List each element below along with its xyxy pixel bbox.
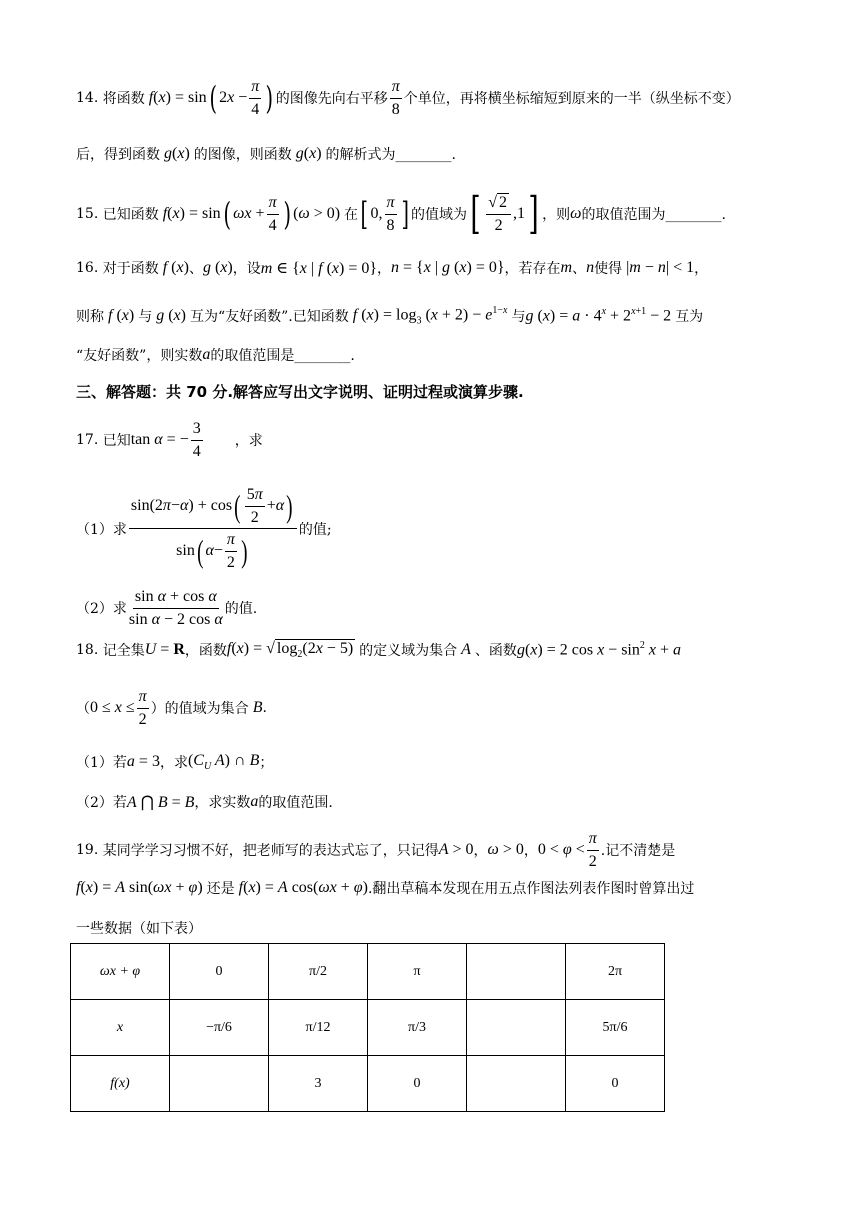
q14-line2 (76, 144, 456, 164)
q16-text-8: ， (694, 261, 709, 277)
q18-text-6: ）的值域为集合 (150, 701, 249, 718)
q16-g1: g (x) (202, 259, 233, 276)
q15-paren-left: ( (223, 195, 231, 233)
q18-CuA: ($C_U$ A) ∩ B (187, 752, 260, 773)
q19-pi2: $\frac{\pi}{2}$ (588, 830, 597, 870)
q17-p1-end: 的值; (298, 521, 332, 538)
table-cell: π/2 (269, 944, 368, 1000)
q15-text-1: 已知函数 (102, 207, 159, 223)
q19-cos-form: f(x) = A cos(ωx + φ) (238, 879, 368, 896)
table-cell (467, 1000, 566, 1056)
q17-tan: tan α = − (130, 431, 189, 449)
q16-text-1: 对于函数 (102, 261, 159, 277)
section-3-heading: 三、解答题：共 70 分.解答应写出文字说明、证明过程或演算步骤. (76, 383, 524, 401)
q18-domain: 0 ≤ x ≤ (90, 699, 135, 717)
q17-p2-end: 的值. (224, 601, 258, 618)
q18-text-4: 、函数 (474, 643, 517, 660)
q18-f: f(x) = √ $\log_2(2x - 5)$ (226, 640, 354, 661)
q16-f2: f (x) (108, 306, 139, 324)
q15-bracket-right: ] (401, 195, 409, 233)
q14-text-2: 的图像先向右平移 (275, 91, 388, 108)
q15-interval: 0, (370, 205, 383, 222)
q18-text-1: 记全集 (102, 643, 145, 660)
q16-text-4: ， (377, 261, 392, 277)
q17-p2-label: （2）求 (76, 601, 127, 618)
q15-bracket-left: [ (360, 195, 369, 233)
table-cell: ωx + φ (71, 944, 170, 1000)
q18-U: U = R (144, 641, 185, 659)
q15-pi8: $\frac{\pi}{8}$ (386, 193, 395, 234)
q16-text-2: 、 (188, 261, 203, 277)
q16-n: n (586, 259, 595, 276)
q17-number: 17. (76, 432, 99, 449)
q15-text-2: 在 (344, 207, 359, 223)
q19-line1 (76, 830, 675, 870)
q16-set-m: m ∈ {x | f (x) = 0} (260, 260, 378, 277)
q19-text-5: 还是 (206, 881, 235, 897)
q16-m: m (560, 259, 573, 276)
q17-34: $\frac{3}{4}$ (192, 420, 201, 460)
q17-text-2: ，求 (234, 433, 263, 450)
q18-line1 (76, 640, 681, 660)
table-cell: 0 (566, 1056, 665, 1112)
q18-number: 18. (76, 642, 99, 659)
q14-text-3: 个单位，再将横坐标缩短到原来的一半（纵坐标不变） (403, 91, 740, 108)
q14-pi4: $\frac{\pi}{4}$ (251, 78, 260, 118)
q17-line (76, 420, 263, 460)
q18-p2-end: 的取值范围. (258, 795, 333, 811)
q17-p1-expr: sin(2 π − α ) + cos ( $\frac{5\pi}{2}$ + α ) sin ( α − $\frac{\pi}{2}$ ) (129, 486, 297, 571)
q18-AB: A ⋂ B = B (126, 794, 195, 811)
q14-paren-right: ) (265, 79, 274, 118)
table-cell: 0 (368, 1056, 467, 1112)
q14-text-5: 的图像，则函数 (193, 147, 292, 163)
q16-text-3: ，设 (232, 261, 261, 277)
q15-text-5: 的取值范围为________. (581, 207, 726, 223)
table-cell (467, 944, 566, 1000)
q15-sqrt2-2: $\frac{√ 2}{2}$ (486, 194, 511, 234)
q15-cond: (ω > 0) (293, 205, 345, 222)
table-cell: 0 (170, 944, 269, 1000)
q14-text-4: 后，得到函数 (76, 147, 160, 163)
table-cell: 2π (566, 944, 665, 1000)
q16-f-def: f $(x) = \log_3 (x + 2) - e^{1-x}$ (352, 305, 508, 327)
q18-part2 (76, 792, 333, 812)
q16-a: a (202, 346, 211, 363)
table-cell: x (71, 1000, 170, 1056)
table-cell: −π/6 (170, 1000, 269, 1056)
q16-text-9: 则称 (76, 308, 104, 325)
q18-p2-label: （2）若 (76, 795, 127, 811)
q18-line2: （ 0 ≤ x ≤ $\frac{\pi}{2}$ ）的值域为集合 B . (76, 688, 267, 728)
q16-g-def: g $(x) = a \cdot 4^x + 2^{x+1} - 2$ (525, 306, 676, 325)
q19-line3: 一些数据（如下表） (76, 921, 202, 937)
q14-text-1: 将函数 (102, 91, 145, 108)
table-row (71, 944, 665, 1000)
five-point-table (70, 943, 665, 1112)
q16-text-6: 、 (572, 261, 587, 277)
q14-arg: 2x − (219, 89, 248, 107)
q14-pi8: $\frac{\pi}{8}$ (391, 78, 400, 118)
table-cell: π (368, 944, 467, 1000)
q16-text-13: 互为 (675, 308, 704, 325)
table-cell (467, 1056, 566, 1112)
q16-line1 (76, 258, 708, 278)
q18-a3: a = 3 (126, 753, 160, 771)
q15-range-right: ] (528, 188, 539, 239)
q15-arg: ωx + (233, 205, 265, 222)
q18-pi2: $\frac{\pi}{2}$ (138, 688, 147, 728)
q19-sin-form: f(x) = A sin(ωx + φ) (76, 879, 207, 896)
q16-line3 (76, 345, 355, 365)
q16-g2: g (x) (156, 306, 190, 324)
q14-line1 (76, 78, 740, 118)
table-cell: f(x) (71, 1056, 170, 1112)
q15-range-left: [ (470, 188, 481, 239)
q16-f1: f (x) (162, 259, 189, 276)
q16-text-10: 与 (138, 308, 153, 325)
q16-text-5: ，若存在 (504, 261, 561, 277)
q18-text-3: 的定义域为集合 (359, 643, 458, 660)
table-cell: 5π/6 (566, 1000, 665, 1056)
q18-p1-end: ； (259, 755, 274, 772)
q15-paren-right: ) (283, 195, 291, 233)
q15-pi4: $\frac{\pi}{4}$ (268, 193, 277, 234)
q18-text-2: ，函数 (184, 643, 227, 660)
q15-text-4: ，则 (542, 207, 571, 223)
q17-part1 (76, 486, 332, 571)
q19-text-4: .记不清楚是 (600, 843, 676, 860)
q17-p2-expr: $\frac{\text{sin α + cos α}}{\text{sin α − 2 cos α}}$ (128, 588, 223, 628)
table-cell: π/12 (269, 1000, 368, 1056)
q18-text-5: （ (76, 701, 90, 718)
q16-line2 (76, 305, 703, 327)
q16-text-15: 的取值范围是________. (210, 348, 355, 364)
q19-text-1: 某同学学习习惯不好，把老师写的表达式忘了，只记得 (102, 843, 439, 860)
q16-abs: |m − n| < 1 (622, 259, 695, 276)
q15-text-3: 的值域为 (411, 207, 468, 223)
q14-f-formula: f(x) = sin (148, 89, 207, 107)
q16-set-n: n = {x | g (x) = 0} (391, 259, 505, 276)
q14-g2: g(x) (295, 145, 326, 162)
q14-text-6: 的解析式为________. (325, 147, 456, 163)
q16-number: 16. (76, 260, 99, 276)
q19-number: 19. (76, 842, 99, 859)
q16-text-12: 与 (511, 308, 526, 325)
table-cell (170, 1056, 269, 1112)
q18-part1 (76, 752, 273, 772)
q19-text-2: ， (473, 843, 488, 860)
q18-A: A (457, 641, 475, 659)
table-cell: π/3 (368, 1000, 467, 1056)
q19-text-3: ， (523, 843, 538, 860)
q19-phi: 0 < φ < (537, 841, 585, 859)
q15-one: ,1 (512, 205, 525, 222)
q18-a: a (250, 793, 259, 810)
q15-omega: ω (570, 205, 582, 222)
q14-paren-left: ( (209, 79, 217, 118)
q18-g: g(x) = 2 $\cos x - \sin^2 x + a$ (516, 640, 682, 659)
q19-line2 (76, 878, 694, 898)
q18-B: B (248, 699, 263, 717)
q19-Agt0: A > 0 (438, 841, 474, 859)
q17-part2 (76, 588, 257, 628)
q19-wgt0: ω > 0 (487, 841, 524, 859)
q14-g1: g(x) (164, 145, 194, 162)
q17-p1-label: （1）求 (76, 521, 127, 538)
q16-text-7: 使得 (594, 261, 623, 277)
q18-p1-b: ，求 (159, 755, 188, 772)
table-row (71, 1000, 665, 1056)
q19-text-6: .翻出草稿本发现在用五点作图法列表作图时曾算出过 (367, 881, 695, 897)
q18-p1-label: （1）若 (76, 755, 127, 772)
q16-text-11: 互为“友好函数”.已知函数 (189, 308, 349, 325)
q17-text-1: 已知 (102, 433, 131, 450)
q15-f: f(x) = sin (162, 205, 221, 222)
q18-p2-b: ，求实数 (194, 795, 251, 811)
q15-line (76, 188, 726, 239)
q15-number: 15. (76, 206, 99, 222)
table-row (71, 1056, 665, 1112)
table-cell: 3 (269, 1056, 368, 1112)
q14-number: 14. (76, 90, 99, 107)
q16-text-14: “友好函数”，则实数 (76, 348, 203, 364)
